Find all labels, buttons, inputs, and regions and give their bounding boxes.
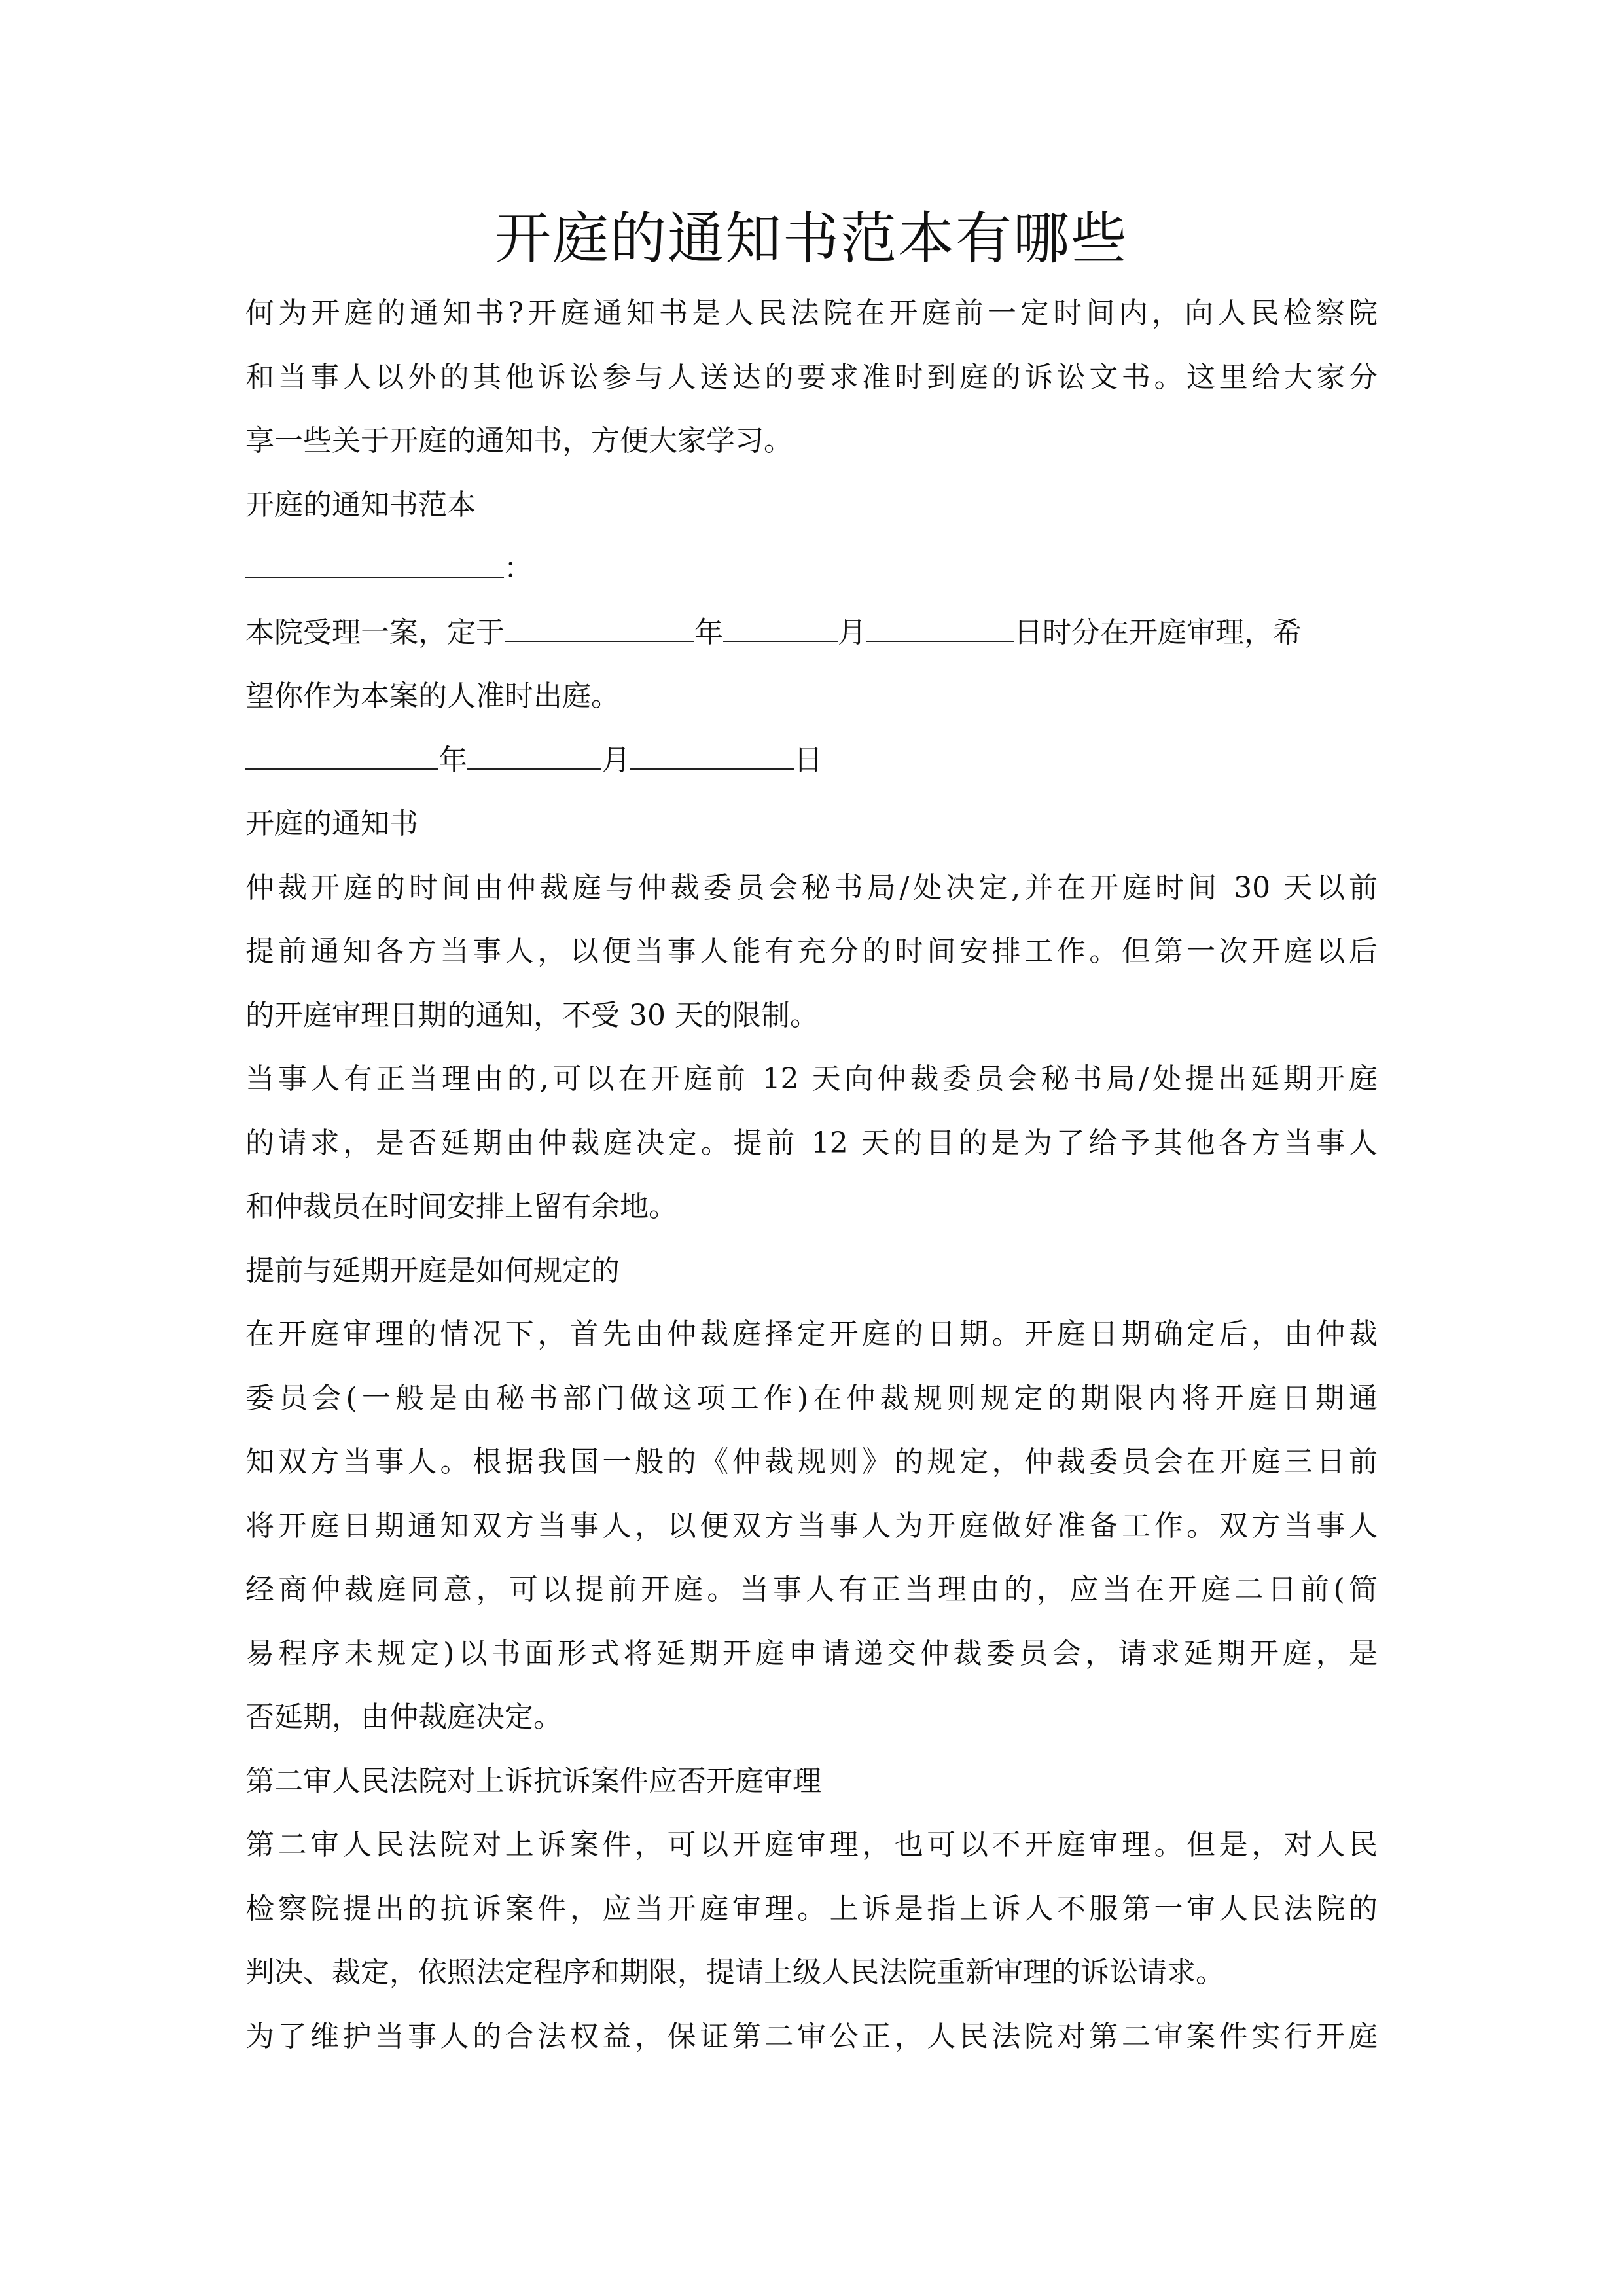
paragraph-line: 在开庭审理的情况下，首先由仲裁庭择定开庭的日期。开庭日期确定后，由仲裁 (245, 1318, 1378, 1351)
date-line (245, 728, 1378, 793)
date-day-blank (630, 742, 794, 770)
template-text: 本院受理一案，定于 (245, 615, 505, 649)
paragraph-line: 仲裁开庭的时间由仲裁庭与仲裁委员会秘书局/处决定,并在开庭时间 30 天以前 (245, 870, 1378, 905)
paragraph-line: 经商仲裁庭同意，可以提前开庭。当事人有正当理由的，应当在开庭二日前(简 (245, 1573, 1378, 1606)
paragraph-line: 提前通知各方当事人，以便当事人能有充分的时间安排工作。但第一次开庭以后 (245, 935, 1378, 968)
paragraph-line: 将开庭日期通知双方当事人，以便双方当事人为开庭做好准备工作。双方当事人 (245, 1509, 1378, 1543)
template-heading: 开庭的通知书范本 (245, 488, 476, 522)
paragraph-line: 为了维护当事人的合法权益，保证第二审公正，人民法院对第二审案件实行开庭 (245, 2019, 1378, 2053)
year-blank (505, 615, 694, 642)
section-heading: 提前与延期开庭是如何规定的 (245, 1253, 620, 1287)
template-line-1 (245, 601, 1378, 665)
paragraph-line: 知双方当事人。根据我国一般的《仲裁规则》的规定，仲裁委员会在开庭三日前 (245, 1445, 1378, 1479)
paragraph-line: 和仲裁员在时间安排上留有余地。 (245, 1190, 677, 1223)
date-month-blank (467, 742, 601, 770)
intro-line: 享一些关于开庭的通知书，方便大家学习。 (245, 424, 793, 457)
paragraph-line: 当事人有正当理由的,可以在开庭前 12 天向仲裁委员会秘书局/处提出延期开庭 (245, 1062, 1378, 1096)
date-year-blank (245, 742, 438, 770)
month-blank (723, 615, 838, 642)
intro-line: 和当事人以外的其他诉讼参与人送达的要求准时到庭的诉讼文书。这里给大家分 (245, 360, 1378, 394)
document-title: 开庭的通知书范本有哪些 (495, 206, 1128, 272)
paragraph-line: 检察院提出的抗诉案件，应当开庭审理。上诉是指上诉人不服第一审人民法院的 (245, 1892, 1378, 1926)
salutation-line (245, 537, 1378, 601)
section-heading: 开庭的通知书 (245, 807, 418, 840)
year-label: 年 (694, 615, 723, 649)
paragraph-line: 的请求，是否延期由仲裁庭决定。提前 12 天的目的是为了给予其他各方当事人 (245, 1126, 1378, 1160)
template-text: 日时分在开庭审理，希 (1014, 615, 1302, 649)
intro-line: 何为开庭的通知书?开庭通知书是人民法院在开庭前一定时间内，向人民检察院 (245, 296, 1378, 330)
paragraph-line: 委员会(一般是由秘书部门做这项工作)在仲裁规则规定的期限内将开庭日期通 (245, 1381, 1378, 1415)
date-month-label: 月 (601, 743, 630, 777)
day-blank (866, 615, 1014, 642)
section-heading: 第二审人民法院对上诉抗诉案件应否开庭审理 (245, 1764, 821, 1798)
date-day-label: 日 (794, 743, 823, 777)
paragraph-line: 判决、裁定，依照法定程序和期限，提请上级人民法院重新审理的诉讼请求。 (245, 1956, 1224, 1989)
paragraph-line: 第二审人民法院对上诉案件，可以开庭审理，也可以不开庭审理。但是，对人民 (245, 1828, 1378, 1861)
paragraph-line: 的开庭审理日期的通知，不受 30 天的限制。 (245, 998, 819, 1032)
salutation-blank (245, 550, 504, 578)
template-line-2: 望你作为本案的人准时出庭。 (245, 679, 620, 713)
date-year-label: 年 (438, 743, 467, 777)
paragraph-line: 易程序未规定)以书面形式将延期开庭申请递交仲裁委员会，请求延期开庭，是 (245, 1636, 1378, 1670)
paragraph-line: 否延期，由仲裁庭决定。 (245, 1700, 562, 1734)
salutation-colon: ： (504, 552, 533, 585)
document-body (245, 281, 1378, 2068)
month-label: 月 (838, 615, 866, 649)
